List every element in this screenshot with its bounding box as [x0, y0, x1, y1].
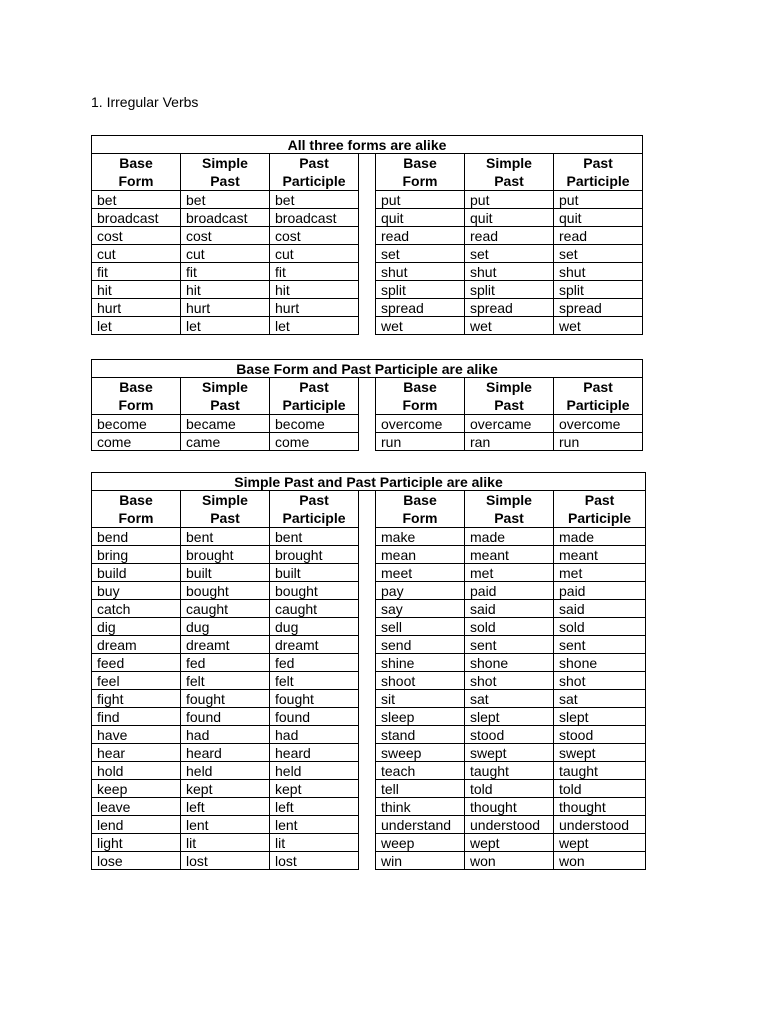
verb-cell: hit	[181, 281, 270, 299]
verb-cell: keep	[92, 780, 181, 798]
verb-cell: mean	[376, 546, 465, 564]
verb-cell: shoot	[376, 672, 465, 690]
column-gap	[359, 726, 376, 744]
verb-cell: swept	[554, 744, 646, 762]
column-header-line: Simple	[202, 492, 248, 508]
verb-table-base-participle-alike	[91, 359, 643, 451]
column-header-line: Past	[299, 155, 329, 171]
column-gap	[359, 636, 376, 654]
column-header	[554, 491, 646, 528]
table-row	[92, 708, 646, 726]
verb-cell: thought	[465, 798, 554, 816]
verb-cell: sit	[376, 690, 465, 708]
verb-cell: came	[181, 433, 270, 451]
verb-cell: ran	[465, 433, 554, 451]
table-row	[92, 726, 646, 744]
verb-cell: held	[181, 762, 270, 780]
column-header-line: Past	[210, 510, 240, 526]
verb-cell: quit	[376, 209, 465, 227]
column-header-line: Past	[494, 510, 524, 526]
verb-cell: weep	[376, 834, 465, 852]
verb-cell: sent	[465, 636, 554, 654]
verb-cell: shot	[465, 672, 554, 690]
table-row	[92, 816, 646, 834]
verb-cell: wept	[554, 834, 646, 852]
verb-cell: shut	[465, 263, 554, 281]
column-gap	[359, 834, 376, 852]
verb-cell: read	[465, 227, 554, 245]
table-row	[92, 636, 646, 654]
verb-cell: left	[270, 798, 359, 816]
table-row	[92, 618, 646, 636]
verb-cell: read	[554, 227, 643, 245]
column-header-line: Form	[118, 173, 154, 189]
verb-cell: fed	[270, 654, 359, 672]
table-row	[92, 528, 646, 546]
table-row	[92, 852, 646, 870]
table-row	[92, 433, 643, 451]
verb-cell: shone	[465, 654, 554, 672]
verb-cell: send	[376, 636, 465, 654]
verb-cell: fight	[92, 690, 181, 708]
verb-cell: met	[554, 564, 646, 582]
verb-cell: spread	[376, 299, 465, 317]
verb-cell: understood	[465, 816, 554, 834]
verb-cell: lose	[92, 852, 181, 870]
column-gap	[359, 299, 376, 317]
verb-cell: spread	[465, 299, 554, 317]
column-header	[554, 378, 643, 415]
verb-cell: fought	[181, 690, 270, 708]
verb-cell: split	[465, 281, 554, 299]
verb-cell: bought	[181, 582, 270, 600]
verb-cell: overcame	[465, 415, 554, 433]
verb-cell: dreamt	[181, 636, 270, 654]
column-gap	[359, 582, 376, 600]
verb-cell: slept	[554, 708, 646, 726]
column-gap	[359, 546, 376, 564]
verb-cell: put	[554, 191, 643, 209]
table-row	[92, 654, 646, 672]
column-gap	[359, 708, 376, 726]
column-gap	[359, 154, 376, 191]
verb-cell: overcome	[554, 415, 643, 433]
column-header	[376, 154, 465, 191]
table-caption: Simple Past and Past Participle are alike	[92, 473, 646, 491]
verb-cell: fit	[92, 263, 181, 281]
verb-cell: bend	[92, 528, 181, 546]
column-gap	[359, 263, 376, 281]
column-header-line: Participle	[282, 397, 346, 413]
verb-cell: lent	[270, 816, 359, 834]
column-header-line: Form	[118, 397, 154, 413]
verb-cell: lit	[270, 834, 359, 852]
column-gap	[359, 600, 376, 618]
verb-cell: became	[181, 415, 270, 433]
column-header-line: Base	[119, 155, 153, 171]
column-header	[181, 154, 270, 191]
verb-cell: paid	[465, 582, 554, 600]
column-header-line: Base	[403, 155, 437, 171]
column-header	[465, 491, 554, 528]
column-header	[465, 154, 554, 191]
verb-cell: hurt	[270, 299, 359, 317]
column-gap	[359, 654, 376, 672]
table-row	[92, 227, 643, 245]
table-row	[92, 690, 646, 708]
verb-cell: thought	[554, 798, 646, 816]
column-gap	[359, 816, 376, 834]
verb-cell: shone	[554, 654, 646, 672]
verb-cell: put	[465, 191, 554, 209]
table-row	[92, 299, 643, 317]
verb-cell: hold	[92, 762, 181, 780]
column-header-line: Past	[494, 397, 524, 413]
verb-cell: let	[270, 317, 359, 335]
verb-cell: bent	[181, 528, 270, 546]
verb-cell: told	[554, 780, 646, 798]
column-header	[270, 154, 359, 191]
verb-cell: bet	[270, 191, 359, 209]
verb-cell: cut	[92, 245, 181, 263]
verb-cell: wet	[465, 317, 554, 335]
verb-cell: lost	[270, 852, 359, 870]
verb-cell: find	[92, 708, 181, 726]
column-header-line: Simple	[202, 155, 248, 171]
verb-cell: wet	[554, 317, 643, 335]
verb-cell: put	[376, 191, 465, 209]
column-header-line: Simple	[486, 155, 532, 171]
table-row	[92, 209, 643, 227]
column-header-line: Participle	[568, 510, 632, 526]
verb-cell: cut	[181, 245, 270, 263]
verb-cell: build	[92, 564, 181, 582]
verb-cell: bought	[270, 582, 359, 600]
document-title: 1. Irregular Verbs	[91, 94, 199, 110]
verb-cell: taught	[465, 762, 554, 780]
verb-cell: hear	[92, 744, 181, 762]
verb-cell: broadcast	[270, 209, 359, 227]
table-row	[92, 834, 646, 852]
verb-cell: said	[554, 600, 646, 618]
verb-cell: sat	[554, 690, 646, 708]
verb-cell: feed	[92, 654, 181, 672]
column-header-line: Past	[494, 173, 524, 189]
verb-cell: found	[270, 708, 359, 726]
verb-cell: shot	[554, 672, 646, 690]
column-header-line: Past	[210, 173, 240, 189]
verb-cell: left	[181, 798, 270, 816]
verb-cell: won	[554, 852, 646, 870]
verb-table-all-alike	[91, 135, 643, 335]
verb-cell: stood	[465, 726, 554, 744]
table-row	[92, 600, 646, 618]
verb-cell: wept	[465, 834, 554, 852]
column-header-line: Participle	[566, 397, 630, 413]
verb-cell: won	[465, 852, 554, 870]
column-gap	[359, 528, 376, 546]
verb-cell: dream	[92, 636, 181, 654]
column-header-line: Past	[583, 155, 613, 171]
verb-cell: dug	[270, 618, 359, 636]
column-gap	[359, 209, 376, 227]
verb-cell: leave	[92, 798, 181, 816]
column-gap	[359, 433, 376, 451]
verb-cell: bring	[92, 546, 181, 564]
verb-cell: understand	[376, 816, 465, 834]
verb-cell: set	[376, 245, 465, 263]
column-header-line: Past	[583, 379, 613, 395]
verb-cell: made	[554, 528, 646, 546]
verb-cell: meant	[465, 546, 554, 564]
table-row	[92, 546, 646, 564]
verb-cell: sleep	[376, 708, 465, 726]
verb-cell: shine	[376, 654, 465, 672]
table-row	[92, 245, 643, 263]
verb-cell: come	[92, 433, 181, 451]
column-header	[181, 378, 270, 415]
verb-cell: hurt	[92, 299, 181, 317]
verb-cell: shut	[554, 263, 643, 281]
verb-cell: met	[465, 564, 554, 582]
verb-cell: sweep	[376, 744, 465, 762]
column-gap	[359, 690, 376, 708]
column-header-line: Simple	[486, 492, 532, 508]
verb-cell: felt	[270, 672, 359, 690]
table-row	[92, 744, 646, 762]
column-header-line: Past	[299, 492, 329, 508]
column-gap	[359, 191, 376, 209]
verb-cell: feel	[92, 672, 181, 690]
column-gap	[359, 762, 376, 780]
verb-cell: broadcast	[92, 209, 181, 227]
column-gap	[359, 491, 376, 528]
column-header	[181, 491, 270, 528]
verb-cell: catch	[92, 600, 181, 618]
verb-cell: hit	[270, 281, 359, 299]
verb-cell: meant	[554, 546, 646, 564]
verb-cell: bent	[270, 528, 359, 546]
verb-cell: sat	[465, 690, 554, 708]
verb-cell: found	[181, 708, 270, 726]
verb-cell: quit	[465, 209, 554, 227]
column-header-line: Form	[402, 510, 438, 526]
verb-cell: understood	[554, 816, 646, 834]
table-row	[92, 263, 643, 281]
verb-cell: brought	[181, 546, 270, 564]
verb-cell: felt	[181, 672, 270, 690]
column-header	[92, 491, 181, 528]
verb-cell: teach	[376, 762, 465, 780]
table-row	[92, 281, 643, 299]
column-header-line: Simple	[486, 379, 532, 395]
verb-cell: heard	[181, 744, 270, 762]
table-row	[92, 317, 643, 335]
verb-cell: sold	[554, 618, 646, 636]
verb-cell: dreamt	[270, 636, 359, 654]
column-header-line: Participle	[566, 173, 630, 189]
column-gap	[359, 317, 376, 335]
verb-cell: sent	[554, 636, 646, 654]
table-caption: All three forms are alike	[92, 136, 643, 154]
column-header	[92, 154, 181, 191]
verb-cell: fit	[270, 263, 359, 281]
column-header	[92, 378, 181, 415]
column-gap	[359, 852, 376, 870]
table-row	[92, 582, 646, 600]
verb-cell: stood	[554, 726, 646, 744]
column-header-line: Form	[402, 397, 438, 413]
verb-cell: split	[376, 281, 465, 299]
verb-cell: say	[376, 600, 465, 618]
column-header	[270, 378, 359, 415]
column-gap	[359, 618, 376, 636]
verb-cell: swept	[465, 744, 554, 762]
verb-cell: kept	[270, 780, 359, 798]
column-header	[465, 378, 554, 415]
verb-cell: had	[270, 726, 359, 744]
column-gap	[359, 378, 376, 415]
table-row	[92, 762, 646, 780]
column-header-line: Base	[403, 492, 437, 508]
verb-cell: dig	[92, 618, 181, 636]
header-row	[92, 154, 643, 191]
verb-cell: run	[554, 433, 643, 451]
column-header-line: Base	[119, 492, 153, 508]
column-header	[554, 154, 643, 191]
verb-cell: hit	[92, 281, 181, 299]
verb-cell: read	[376, 227, 465, 245]
verb-cell: bet	[181, 191, 270, 209]
verb-cell: sold	[465, 618, 554, 636]
verb-cell: make	[376, 528, 465, 546]
verb-cell: let	[181, 317, 270, 335]
header-row	[92, 378, 643, 415]
verb-cell: said	[465, 600, 554, 618]
table-caption: Base Form and Past Participle are alike	[92, 360, 643, 378]
verb-cell: let	[92, 317, 181, 335]
verb-cell: had	[181, 726, 270, 744]
verb-cell: brought	[270, 546, 359, 564]
column-header-line: Past	[299, 379, 329, 395]
verb-cell: run	[376, 433, 465, 451]
table-row	[92, 798, 646, 816]
verb-cell: lent	[181, 816, 270, 834]
verb-cell: sell	[376, 618, 465, 636]
verb-cell: tell	[376, 780, 465, 798]
verb-cell: built	[270, 564, 359, 582]
column-header-line: Participle	[282, 510, 346, 526]
column-header-line: Participle	[282, 173, 346, 189]
column-header-line: Simple	[202, 379, 248, 395]
verb-cell: fed	[181, 654, 270, 672]
column-gap	[359, 245, 376, 263]
verb-cell: cost	[181, 227, 270, 245]
header-row	[92, 491, 646, 528]
column-header-line: Base	[119, 379, 153, 395]
verb-cell: spread	[554, 299, 643, 317]
verb-cell: split	[554, 281, 643, 299]
table-row	[92, 780, 646, 798]
verb-cell: think	[376, 798, 465, 816]
column-gap	[359, 415, 376, 433]
verb-cell: come	[270, 433, 359, 451]
verb-cell: pay	[376, 582, 465, 600]
verb-cell: heard	[270, 744, 359, 762]
column-header-line: Base	[403, 379, 437, 395]
verb-cell: become	[270, 415, 359, 433]
verb-cell: cost	[270, 227, 359, 245]
verb-cell: set	[554, 245, 643, 263]
verb-cell: lost	[181, 852, 270, 870]
verb-cell: cost	[92, 227, 181, 245]
verb-cell: shut	[376, 263, 465, 281]
verb-cell: built	[181, 564, 270, 582]
verb-cell: held	[270, 762, 359, 780]
verb-cell: wet	[376, 317, 465, 335]
verb-cell: made	[465, 528, 554, 546]
column-gap	[359, 744, 376, 762]
column-header-line: Past	[210, 397, 240, 413]
verb-cell: quit	[554, 209, 643, 227]
verb-cell: told	[465, 780, 554, 798]
verb-cell: overcome	[376, 415, 465, 433]
verb-cell: cut	[270, 245, 359, 263]
table-row	[92, 564, 646, 582]
column-header	[270, 491, 359, 528]
verb-cell: have	[92, 726, 181, 744]
verb-cell: slept	[465, 708, 554, 726]
verb-cell: kept	[181, 780, 270, 798]
verb-cell: fought	[270, 690, 359, 708]
column-header-line: Past	[584, 492, 615, 508]
column-gap	[359, 780, 376, 798]
column-gap	[359, 798, 376, 816]
verb-cell: stand	[376, 726, 465, 744]
verb-cell: paid	[554, 582, 646, 600]
verb-cell: caught	[270, 600, 359, 618]
verb-cell: hurt	[181, 299, 270, 317]
column-header	[376, 491, 465, 528]
verb-cell: lend	[92, 816, 181, 834]
verb-cell: bet	[92, 191, 181, 209]
verb-cell: dug	[181, 618, 270, 636]
column-header-line: Form	[118, 510, 154, 526]
verb-cell: become	[92, 415, 181, 433]
verb-cell: win	[376, 852, 465, 870]
verb-cell: broadcast	[181, 209, 270, 227]
verb-cell: light	[92, 834, 181, 852]
table-row	[92, 415, 643, 433]
verb-cell: buy	[92, 582, 181, 600]
table-row	[92, 672, 646, 690]
column-gap	[359, 564, 376, 582]
verb-cell: taught	[554, 762, 646, 780]
verb-cell: lit	[181, 834, 270, 852]
column-gap	[359, 227, 376, 245]
column-gap	[359, 281, 376, 299]
table-row	[92, 191, 643, 209]
column-header-line: Form	[402, 173, 438, 189]
column-header	[376, 378, 465, 415]
verb-table-past-participle-alike	[91, 472, 646, 870]
verb-cell: set	[465, 245, 554, 263]
column-gap	[359, 672, 376, 690]
verb-cell: caught	[181, 600, 270, 618]
verb-cell: meet	[376, 564, 465, 582]
verb-cell: fit	[181, 263, 270, 281]
